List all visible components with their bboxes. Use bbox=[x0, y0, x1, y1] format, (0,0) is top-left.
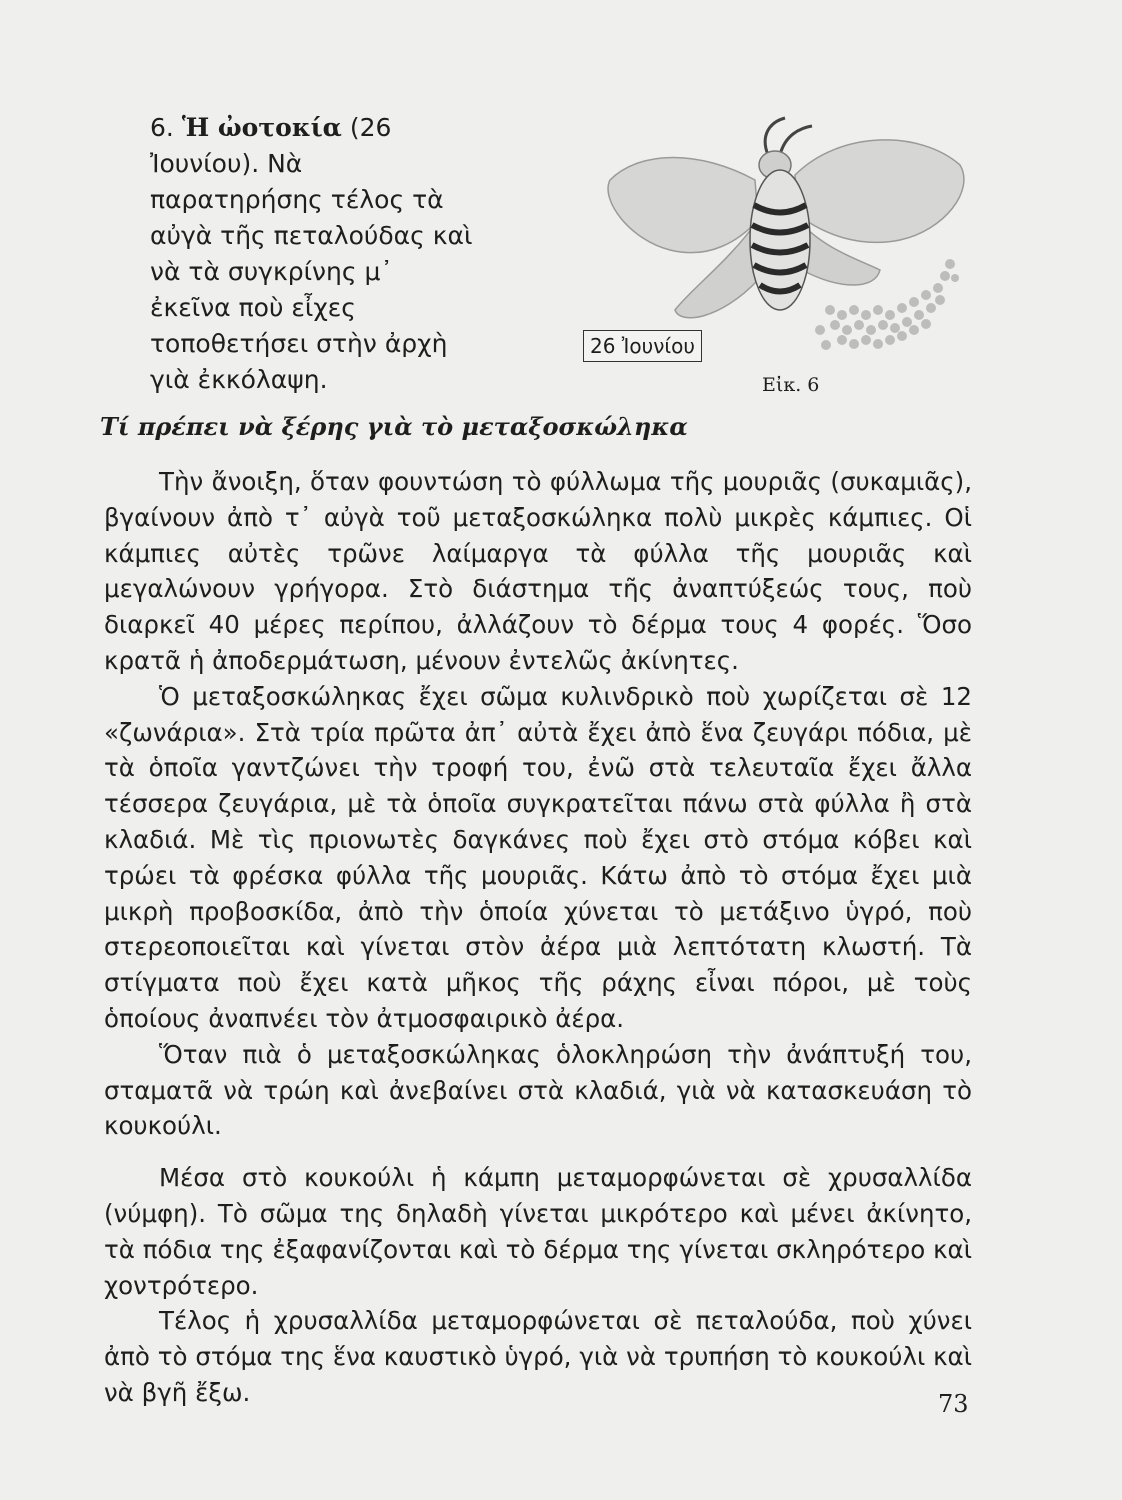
paragraph-4: Μέσα στὸ κουκούλι ἡ κάμπη μεταμορφώνεται σὲ χρυσαλλίδα (νύμφη). Τὸ σῶμα της δηλαδὴ γίνεται μικρότερο καὶ μένει ἀκίνητο, τὰ πόδια της ἐξαφανίζονται καὶ τὸ δέρμα της γίνεται σκληρότερο καὶ χοντρότερο. bbox=[104, 1163, 972, 1300]
item-text: (26 Ἰουνίου). Νὰ παρατηρήσης τέλος τὰ αὐγὰ τῆς πεταλούδας καὶ νὰ τὰ συγκρίνης μ᾽ ἐκεῖνα ποὺ εἶχες τοποθετήσει στὴν ἀρχὴ γιὰ ἐκκόλαψη. bbox=[150, 113, 473, 394]
page-number: 73 bbox=[938, 1390, 969, 1418]
body-text bbox=[104, 464, 972, 1411]
silkmoth-illustration bbox=[580, 110, 980, 410]
figure-caption: Εἰκ. 6 bbox=[762, 374, 820, 396]
paragraph-2: Ὁ μεταξοσκώληκας ἔχει σῶμα κυλινδρικὸ ποὺ χωρίζεται σὲ 12 «ζωνάρια». Στὰ τρία πρῶτα ἀπ᾽ αὐτὰ ἔχει ἀπὸ ἕνα ζευγάρι πόδια, μὲ τὰ ὁποῖα γαντζώνει τὴν τροφή του, ἐνῶ στὰ τελευταῖα ἔχει ἄλλα τέσσερα ζευγάρια, μὲ τὰ ὁποῖα συγκρατεῖται πάνω στὰ φύλλα ἢ στὰ κλαδιά. Μὲ τὶς πριονωτὲς δαγκάνες ποὺ ἔχει στὸ στόμα κόβει καὶ τρώει τὰ φρέσκα φύλλα τῆς μουριᾶς. Κάτω ἀπὸ τὸ στόμα ἔχει μιὰ μικρὴ προβοσκίδα, ἀπὸ τὴν ὁποία χύνεται τὸ μετάξινο ὑγρό, ποὺ στερεοποιεῖται καὶ γίνεται στὸν ἀέρα μιὰ λεπτότατη κλωστή. Τὰ στίγματα ποὺ ἔχει κατὰ μῆκος τῆς ράχης εἶναι πόροι, μὲ τοὺς ὁποίους ἀναπνέει τὸν ἀτμοσφαιρικὸ ἀέρα. bbox=[104, 681, 972, 1033]
section-title: Τί πρέπει νὰ ξέρης γιὰ τὸ μεταξοσκώληκα bbox=[100, 412, 688, 441]
moth-right-wing bbox=[795, 140, 964, 243]
moth-left-wing bbox=[608, 158, 758, 253]
paragraph-5: Τέλος ἡ χρυσαλλίδα μεταμορφώνεται σὲ πεταλούδα, ποὺ χύνει ἀπὸ τὸ στόμα της ἕνα καυστικὸ ὑγρό, γιὰ νὰ τρυπήση τὸ κουκούλι καὶ νὰ βγῆ ἔξω. bbox=[104, 1306, 972, 1407]
paragraph-3: Ὅταν πιὰ ὁ μεταξοσκώληκας ὁλοκληρώση τὴν ἀνάπτυξή του, σταματᾶ νὰ τρώη καὶ ἀνεβαίνει στὰ κλαδιά, γιὰ νὰ κατασκευάση τὸ κουκούλι. bbox=[104, 1039, 972, 1141]
item-title: Ἡ ὠοτοκία bbox=[181, 113, 342, 142]
moth-antenna-right bbox=[780, 126, 812, 155]
figure-date-label: 26 Ἰουνίου bbox=[583, 330, 702, 362]
paragraph-1: Τὴν ἄνοιξη, ὅταν φουντώση τὸ φύλλωμα τῆς μουριᾶς (συκαμιᾶς), βγαίνουν ἀπὸ τ᾽ αὐγὰ τοῦ μεταξοσκώληκα πολὺ μικρὲς κάμπιες. Οἱ κάμπιες αὐτὲς τρῶνε λαίμαργα τὰ φύλλα τῆς μουριᾶς καὶ μεγαλώνουν γρήγορα. Στὸ διάστημα τῆς ἀναπτύξεώς τους, ποὺ διαρκεῖ 40 μέρες περίπου, ἀλλάζουν τὸ δέρμα τους 4 φορές. Ὅσο κρατᾶ ἡ ἀποδερμάτωση, μένουν ἐντελῶς ἀκίνητες. bbox=[104, 467, 972, 675]
item-number: 6. bbox=[150, 113, 174, 142]
lead-paragraph bbox=[150, 110, 480, 398]
